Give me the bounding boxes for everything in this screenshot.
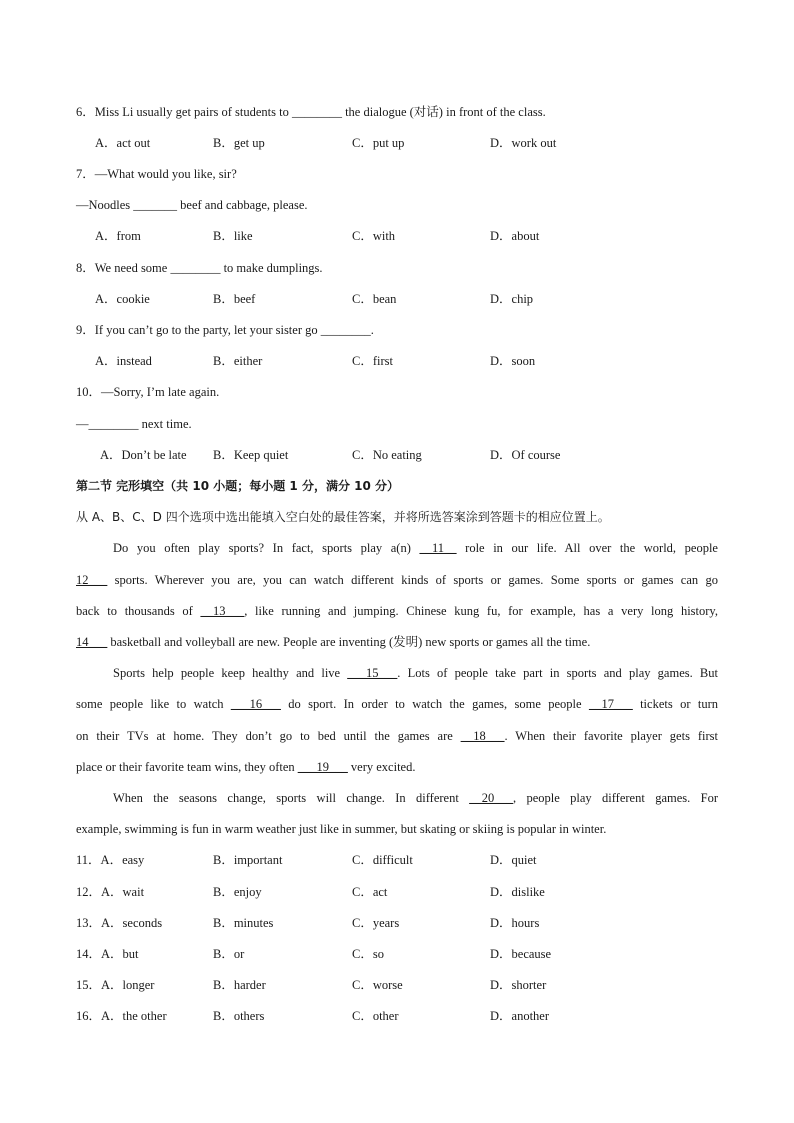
blank-19: ___19___: [297, 760, 348, 774]
passage-line-1: Do you often play sports? In fact, sports play a(n) __11__ role in our life. All over the world, people: [113, 541, 718, 555]
option-c: C．No eating: [352, 448, 422, 462]
question-7-stem-2: —Noodles _______ beef and cabbage, please.: [76, 198, 308, 212]
question-10-options: [0, 447, 794, 463]
blank-16: ___16___: [230, 697, 281, 711]
option-c: C．bean: [352, 292, 397, 306]
passage-line-6: some people like to watch ___16___ do sport. In order to watch the games, some people __17___ tickets or turn: [76, 697, 718, 711]
answer-row-13: 13．A．seconds B．minutes C．years D．hours: [76, 916, 540, 930]
option-d: D．about: [490, 229, 540, 243]
question-10-stem-2: —________ next time.: [76, 417, 192, 431]
option-b: B．like: [213, 229, 253, 243]
question-8-options: [0, 291, 794, 307]
passage-line-4: 14___ basketball and volleyball are new. People are inventing (发明) new sports or games all the time.: [76, 635, 591, 649]
question-8-stem: 8．We need some ________ to make dumplings.: [76, 261, 323, 275]
blank-15: ___15___: [347, 666, 398, 680]
option-a: A．act out: [95, 136, 151, 150]
blank-13: __13___: [200, 604, 245, 618]
option-a: A．Don’t be late: [100, 448, 187, 462]
question-9-options: [0, 353, 794, 369]
option-a: A．instead: [95, 354, 152, 368]
question-10-stem: 10．—Sorry, I’m late again.: [76, 385, 220, 399]
question-6-options: [0, 135, 794, 151]
option-b: B．beef: [213, 292, 256, 306]
blank-17: __17___: [588, 697, 633, 711]
option-c: C．first: [352, 354, 393, 368]
question-7-options: [0, 228, 794, 244]
question-9-stem: 9．If you can’t go to the party, let your sister go ________.: [76, 323, 374, 337]
blank-20: __20___: [469, 791, 513, 805]
option-b: B．either: [213, 354, 263, 368]
question-7-stem: 7．—What would you like, sir?: [76, 167, 237, 181]
answer-row-16: 16．A．the other B．others C．other D．another: [76, 1009, 550, 1023]
passage-line-2: 12___ sports. Wherever you are, you can watch different kinds of sports or games. Some sports or games can go: [76, 573, 718, 587]
answer-row-15: 15．A．longer B．harder C．worse D．shorter: [76, 978, 547, 992]
passage-line-8: place or their favorite team wins, they often ___19___ very excited.: [76, 760, 416, 774]
option-a: A．cookie: [95, 292, 150, 306]
answer-row-12: 12．A．wait B．enjoy C．act D．dislike: [76, 885, 545, 899]
option-c: C．put up: [352, 136, 405, 150]
question-6-stem: 6．Miss Li usually get pairs of students to ________ the dialogue (对话) in front of the class.: [76, 105, 546, 119]
option-d: D．chip: [490, 292, 534, 306]
blank-14: 14___: [76, 635, 108, 649]
option-d: D．Of course: [490, 448, 561, 462]
option-b: B．Keep quiet: [213, 448, 289, 462]
option-d: D．soon: [490, 354, 536, 368]
blank-12: 12___: [76, 573, 108, 587]
option-c: C．with: [352, 229, 396, 243]
section-title: 第二节 完形填空（共 10 小题；每小题 1 分，满分 10 分）: [76, 479, 399, 493]
option-d: D．work out: [490, 136, 557, 150]
passage-line-10: example, swimming is fun in warm weather just like in summer, but skating or skiing is popular in winter.: [76, 822, 607, 836]
option-a: A．from: [95, 229, 141, 243]
blank-18: __18___: [460, 729, 505, 743]
passage-line-3: back to thousands of __13___, like running and jumping. Chinese kung fu, for example, has a very long history,: [76, 604, 718, 618]
section-instruction: 从 A、B、C、D 四个选项中选出能填入空白处的最佳答案，并将所选答案涂到答题卡的相应位置上。: [76, 510, 610, 524]
passage-line-9: When the seasons change, sports will change. In different __20___, people play different games. For: [113, 791, 718, 805]
answer-row-14: 14．A．but B．or C．so D．because: [76, 947, 552, 961]
option-b: B．get up: [213, 136, 265, 150]
answer-row-11: 11．A．easy B．important C．difficult D．quiet: [76, 853, 537, 867]
blank-11: __11__: [419, 541, 457, 555]
passage-line-7: on their TVs at home. They don’t go to bed until the games are __18___. When their favorite player gets first: [76, 729, 718, 743]
passage-line-5: Sports help people keep healthy and live ___15___. Lots of people take part in sports and play games. But: [113, 666, 718, 680]
